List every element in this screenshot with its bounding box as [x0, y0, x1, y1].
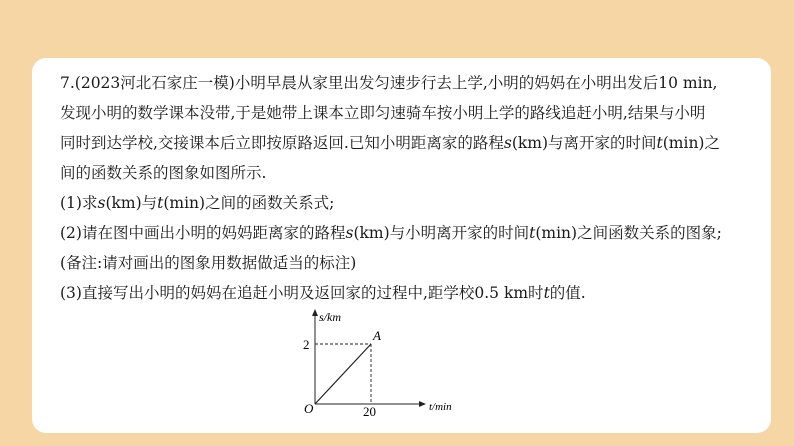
question-2	[60, 218, 760, 248]
x-axis-label	[429, 401, 452, 413]
question-1-pre: (1)求	[60, 194, 98, 212]
problem-line-2-text: 发现小明的数学课本没带,于是她带上课本立即匀速骑车按小明上学的路线追赶小明,结果与小明	[60, 104, 706, 122]
question-3	[60, 278, 760, 308]
question-2-mid: (km)与小明离开家的时间	[353, 224, 530, 242]
problem-line-4	[60, 158, 760, 188]
y-axis-label	[319, 310, 341, 324]
y-axis-label-text: s/km	[319, 310, 341, 324]
y-axis-arrow	[312, 309, 318, 316]
variable-t: t	[543, 284, 550, 302]
question-2-note-text: (备注:请对画出的图象用数据做适当的标注)	[60, 254, 357, 272]
function-graph	[287, 306, 467, 418]
variable-s: s	[97, 194, 106, 212]
variable-t: t	[157, 194, 164, 212]
graph-segment-oa	[315, 344, 371, 404]
question-2-note	[60, 248, 760, 278]
problem-text	[60, 68, 760, 308]
question-1-end: (min)之间的函数关系式;	[163, 194, 335, 212]
problem-line-1	[60, 68, 760, 98]
y-tick-2: 2	[303, 337, 310, 352]
question-1	[60, 188, 760, 218]
problem-line-3-text: 同时到达学校,交接课本后立即按原路返回.已知小明距离家的路程	[60, 134, 504, 152]
problem-line-3-mid: (km)与离开家的时间	[511, 134, 657, 152]
variable-t: t	[529, 224, 536, 242]
problem-line-1-text: 7.(2023河北石家庄一模)小明早晨从家里出发匀速步行去上学,小明的妈妈在小明出发后10 min,	[60, 74, 718, 92]
x-tick-20: 20	[363, 404, 376, 418]
origin-label: O	[304, 401, 314, 416]
x-axis-arrow	[419, 401, 426, 407]
question-2-end: (min)之间函数关系的图象;	[535, 224, 722, 242]
x-axis-label-text: t/min	[429, 401, 452, 413]
question-2-pre: (2)请在图中画出小明的妈妈距离家的路程	[60, 224, 346, 242]
variable-s: s	[503, 134, 512, 152]
variable-t: t	[656, 134, 663, 152]
problem-line-2	[60, 98, 760, 128]
variable-s: s	[345, 224, 354, 242]
question-1-mid: (km)与	[105, 194, 158, 212]
question-3-end: 的值.	[549, 284, 586, 302]
problem-card	[32, 58, 771, 433]
problem-line-4-text: 间的函数关系的图象如图所示.	[60, 164, 267, 182]
question-3-pre: (3)直接写出小明的妈妈在追赶小明及返回家的过程中,距学校0.5 km时	[60, 284, 544, 302]
problem-line-3-end: (min)之	[662, 134, 720, 152]
problem-line-3	[60, 128, 760, 158]
point-a-label: A	[373, 328, 381, 343]
